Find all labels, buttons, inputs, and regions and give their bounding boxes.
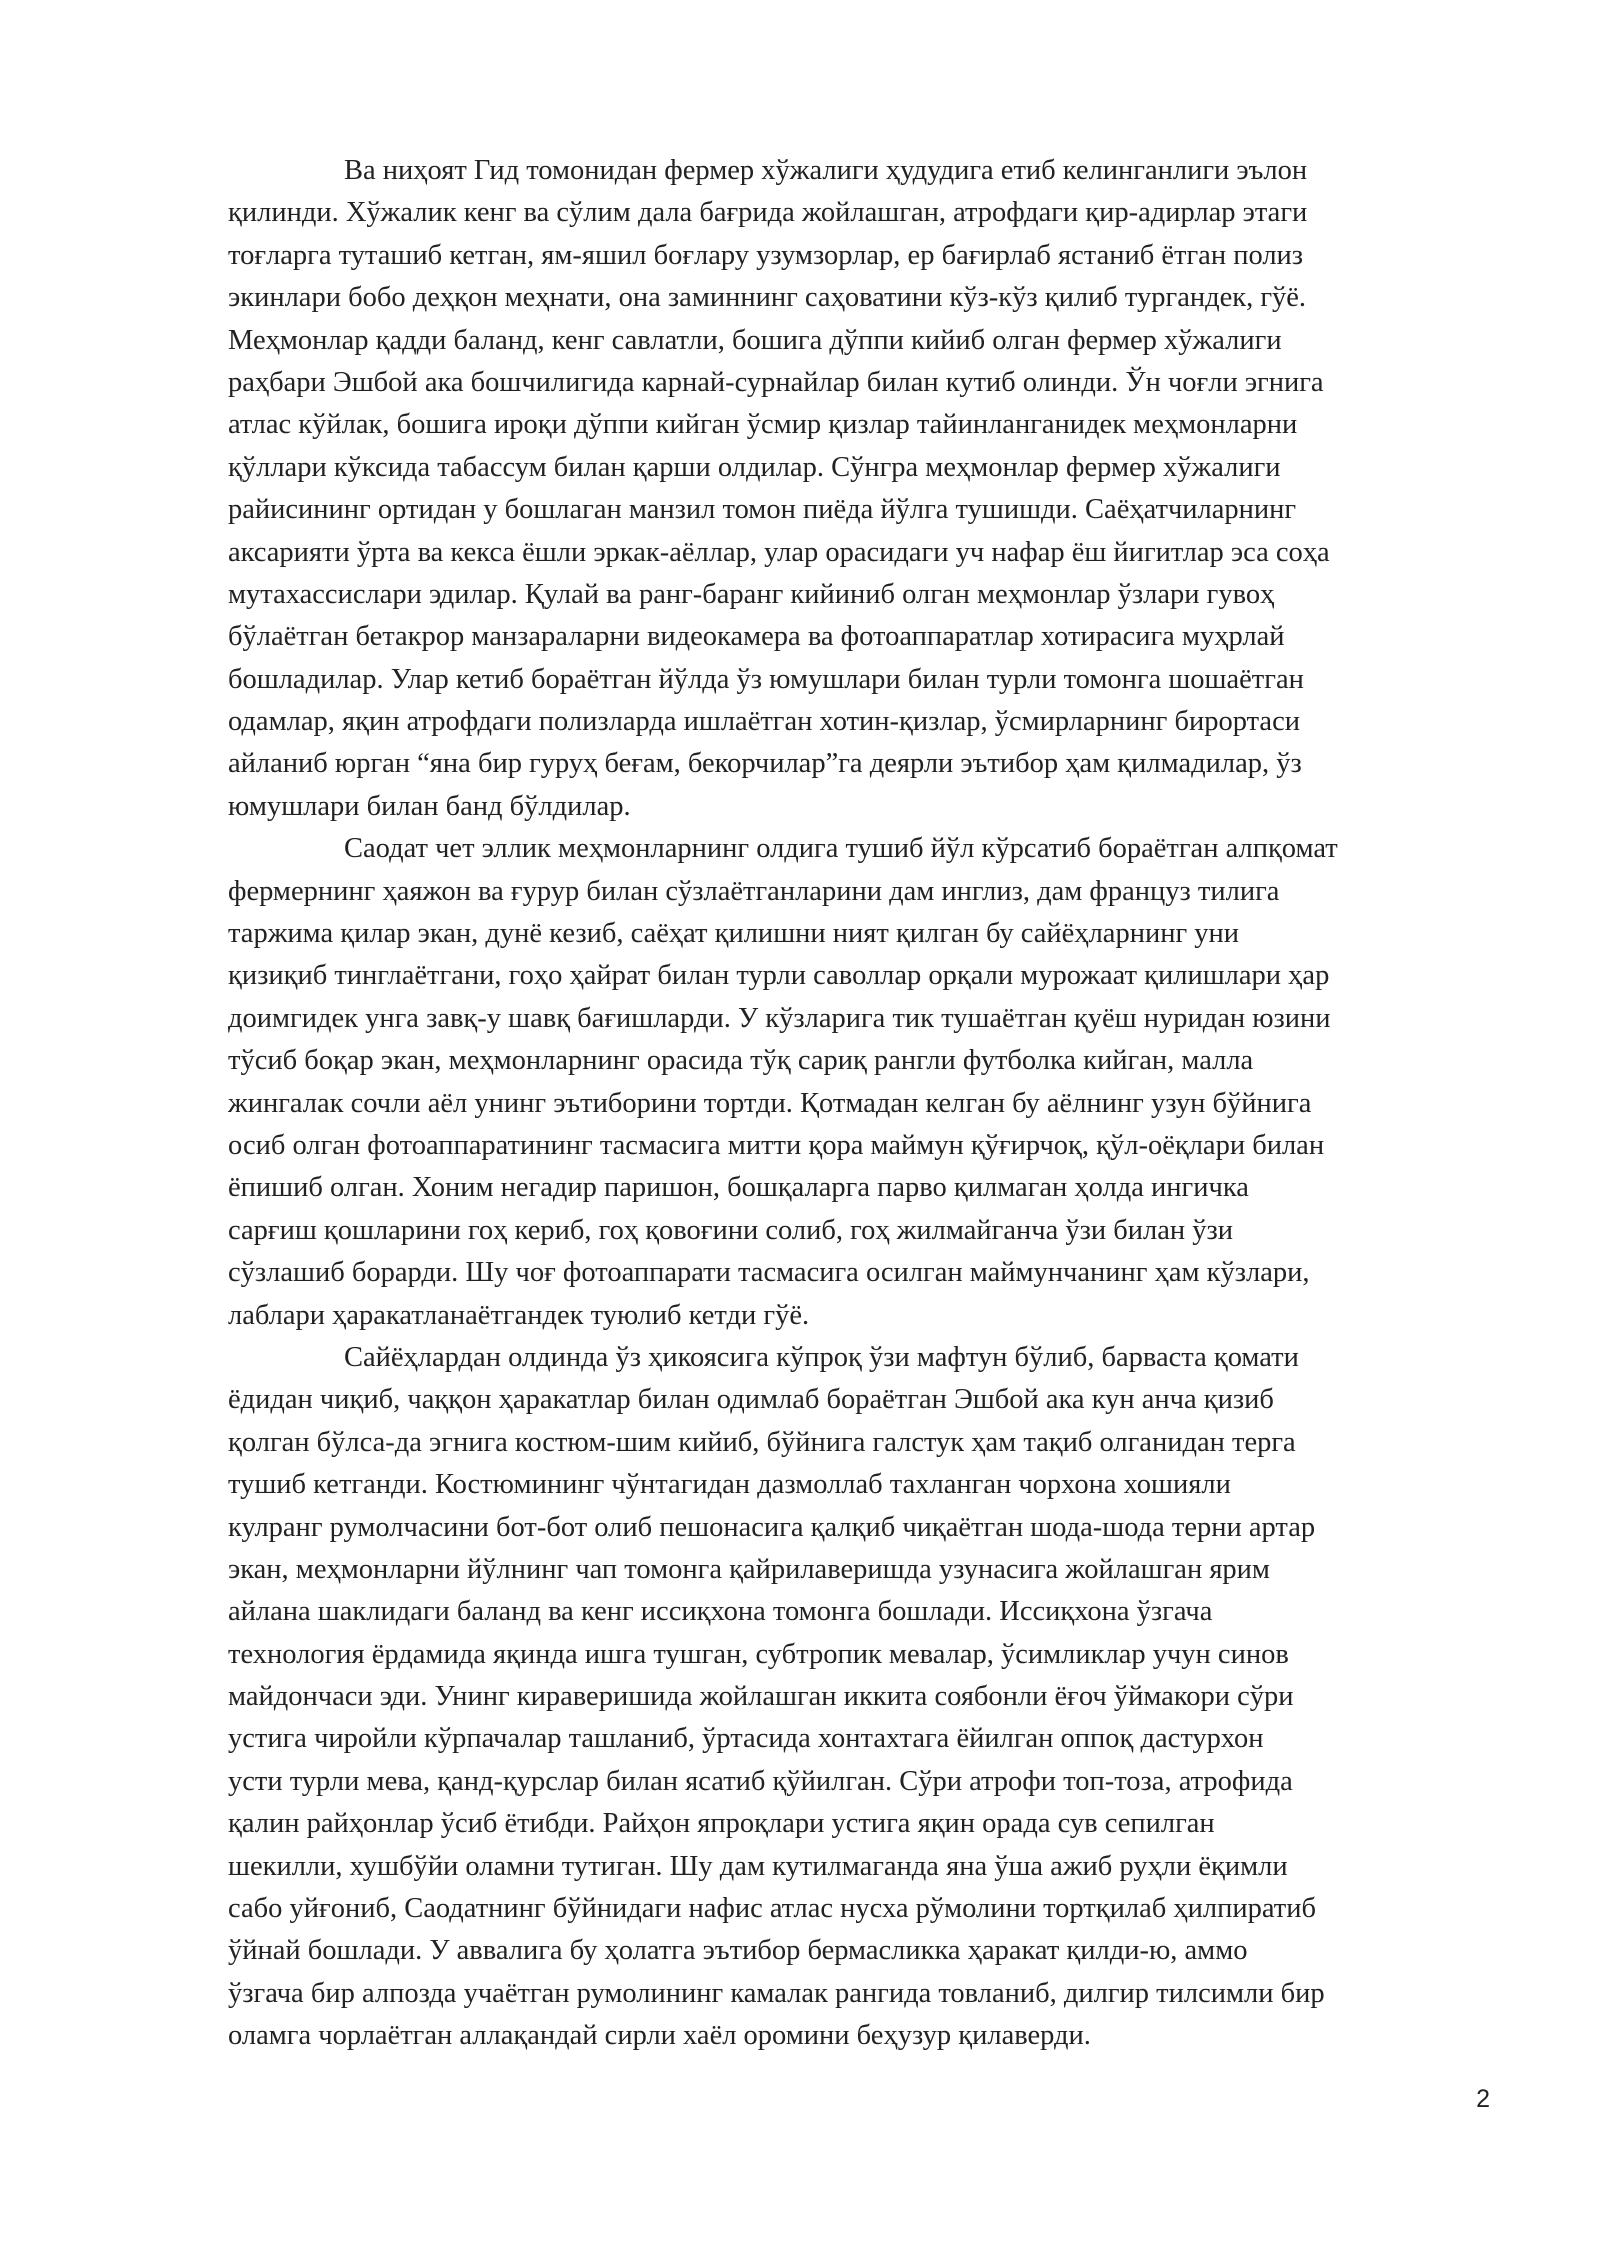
text-line: тоғларга туташиб кетган, ям-яшил боғлару узумзорлар, ер бағирлаб ястаниб ётган полиз bbox=[228, 239, 1304, 271]
text-line: мутахассислари эдилар. Қулай ва ранг-баранг кийиниб олган меҳмонлар ўзлари гувоҳ bbox=[228, 578, 1275, 610]
page-number: 2 bbox=[1476, 2085, 1490, 2113]
text-line: айлана шаклидаги баланд ва кенг иссиқхона томонга бошлади. Иссиқхона ўзгача bbox=[228, 1596, 1213, 1628]
text-line: Саодат чет эллик меҳмонларнинг олдига тушиб йўл кўрсатиб бораётган алпқомат bbox=[344, 833, 1338, 865]
text-line: кулранг румолчасини бот-бот олиб пешонасига қалқиб чиқаётган шода-шода терни артар bbox=[228, 1511, 1316, 1543]
text-line: сабо уйғониб, Саодатнинг бўйнидаги нафис атлас нусха рўмолини тортқилаб ҳилпиратиб bbox=[228, 1893, 1316, 1925]
text-line: сарғиш қошларини гоҳ кериб, гоҳ қовоғини солиб, гоҳ жилмайганча ўзи билан ўзи bbox=[228, 1214, 1233, 1246]
text-line: экан, меҳмонларни йўлнинг чап томонга қайрилаверишда узунасига жойлашган ярим bbox=[228, 1553, 1270, 1585]
text-line: ўзгача бир алпозда учаётган румолининг камалак рангида товланиб, дилгир тилсимли бир bbox=[228, 1977, 1325, 2009]
text-line: қолган бўлса-да эгнига костюм-шим кийиб, бўйнига галстук ҳам тақиб олганидан терга bbox=[228, 1426, 1296, 1458]
text-line: технология ёрдамида яқинда ишга тушган, субтропик мевалар, ўсимликлар учун синов bbox=[228, 1638, 1289, 1670]
paragraph bbox=[228, 150, 1482, 828]
text-line: қалин райҳонлар ўсиб ётибди. Райҳон япроқлари устига яқин орада сув сепилган bbox=[228, 1808, 1215, 1840]
text-line: қўллари кўксида табассум билан қарши олдилар. Сўнгра меҳмонлар фермер хўжалиги bbox=[228, 451, 1281, 483]
text-line: аксарияти ўрта ва кекса ёшли эркак-аёллар, улар орасидаги уч нафар ёш йигитлар эса соҳа bbox=[228, 536, 1330, 568]
text-line: одамлар, яқин атрофдаги полизларда ишлаётган хотин-қизлар, ўсмирларнинг бирортаси bbox=[228, 706, 1300, 738]
text-line: осиб олган фотоаппаратининг тасмасига митти қора маймун қўғирчоқ, қўл-оёқлари билан bbox=[228, 1129, 1325, 1161]
text-line: жингалак сочли аёл унинг эътиборини тортди. Қотмадан келган бу аёлнинг узун бўйнига bbox=[228, 1087, 1312, 1119]
text-line: майдончаси эди. Унинг кираверишида жойлашган иккита соябонли ёғоч ўймакори сўри bbox=[228, 1681, 1294, 1713]
text-line: усти турли мева, қанд-қурслар билан ясатиб қўйилган. Сўри атрофи топ-тоза, атрофида bbox=[228, 1765, 1293, 1797]
text-line: экинлари бобо деҳқон меҳнати, она заминнинг саҳоватини кўз-кўз қилиб тургандек, гўё. bbox=[228, 282, 1307, 314]
text-line: устига чиройли кўрпачалар ташланиб, ўртасида хонтахтага ёйилган оппоқ дастурхон bbox=[228, 1723, 1264, 1755]
paragraph bbox=[228, 1337, 1482, 2058]
document-body bbox=[228, 150, 1482, 2058]
text-line: шекилли, хушбўйи оламни тутиган. Шу дам кутилмаганда яна ўша ажиб руҳли ёқимли bbox=[228, 1850, 1288, 1882]
text-line: ўйнай бошлади. У аввалига бу ҳолатга эътибор бермасликка ҳаракат қилди-ю, аммо bbox=[228, 1935, 1248, 1967]
text-line: атлас кўйлак, бошига ироқи дўппи кийган ўсмир қизлар тайинланганидек меҳмонларни bbox=[228, 409, 1298, 441]
text-line: оламга чорлаётган аллақандай сирли хаёл оромини беҳузур қилаверди. bbox=[228, 2020, 1091, 2052]
text-line: ёдидан чиқиб, чаққон ҳаракатлар билан одимлаб бораётган Эшбой ака кун анча қизиб bbox=[228, 1384, 1274, 1416]
text-line: сўзлашиб борарди. Шу чоғ фотоаппарати тасмасига осилган маймунчанинг ҳам кўзлари, bbox=[228, 1257, 1310, 1289]
text-line: Сайёҳлардан олдинда ўз ҳикоясига кўпроқ ўзи мафтун бўлиб, барваста қомати bbox=[344, 1341, 1299, 1373]
text-line: тушиб кетганди. Костюмининг чўнтагидан дазмоллаб тахланган чорхона хошияли bbox=[228, 1469, 1231, 1501]
text-line: доимгидек унга завқ-у шавқ бағишларди. У кўзларига тик тушаётган қуёш нуридан юзини bbox=[228, 1002, 1331, 1034]
text-line: қизиқиб тинглаётгани, гоҳо ҳайрат билан турли саволлар орқали мурожаат қилишлари ҳар bbox=[228, 960, 1330, 992]
text-line: бошладилар. Улар кетиб бораётган йўлда ўз юмушлари билан турли томонга шошаётган bbox=[228, 663, 1304, 695]
text-line: лаблари ҳаракатланаётгандек туюлиб кетди гўё. bbox=[228, 1299, 810, 1331]
text-line: таржима қилар экан, дунё кезиб, саёҳат қилишни ният қилган бу сайёҳларнинг уни bbox=[228, 918, 1240, 950]
text-line: айланиб юрган “яна бир гуруҳ беғам, бекорчилар”га деярли эътибор ҳам қилмадилар, ўз bbox=[228, 748, 1302, 780]
paragraph bbox=[228, 828, 1482, 1337]
text-line: тўсиб боқар экан, меҳмонларнинг орасида тўқ сариқ рангли футболка кийган, малла bbox=[228, 1045, 1254, 1077]
text-line: бўлаётган бетакрор манзараларни видеокамера ва фотоаппаратлар хотирасига муҳрлай bbox=[228, 621, 1285, 653]
text-line: ёпишиб олган. Хоним негадир паришон, бошқаларга парво қилмаган ҳолда ингичка bbox=[228, 1172, 1249, 1204]
text-line: юмушлари билан банд бўлдилар. bbox=[228, 790, 631, 822]
text-line: Ва ниҳоят Гид томонидан фермер хўжалиги ҳудудига етиб келинганлиги эълон bbox=[344, 155, 1308, 186]
text-line: райисининг ортидан у бошлаган манзил томон пиёда йўлга тушишди. Саёҳатчиларнинг bbox=[228, 494, 1297, 526]
text-line: Меҳмонлар қадди баланд, кенг савлатли, бошига дўппи кийиб олган фермер хўжалиги bbox=[228, 324, 1282, 356]
text-line: раҳбари Эшбой ака бошчилигида карнай-сурнайлар билан кутиб олинди. Ўн чоғли эгнига bbox=[228, 366, 1324, 398]
text-line: фермернинг ҳаяжон ва ғурур билан сўзлаётганларини дам инглиз, дам француз тилига bbox=[228, 875, 1280, 907]
text-line: қилинди. Хўжалик кенг ва сўлим дала бағрида жойлашган, атрофдаги қир-адирлар этаги bbox=[228, 197, 1308, 229]
